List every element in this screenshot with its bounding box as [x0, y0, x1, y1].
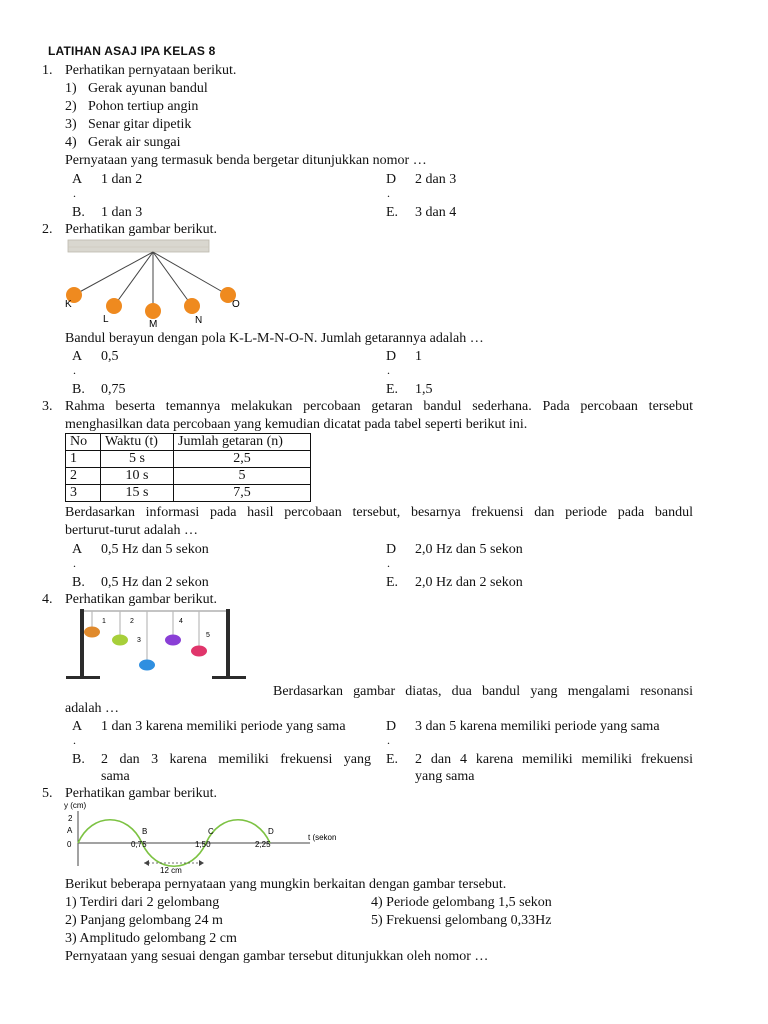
q4-option-a: 1 dan 3 karena memiliki periode yang sama — [101, 719, 346, 734]
q3-option-e-letter: E. — [386, 575, 399, 590]
point-a-label: A — [67, 826, 73, 835]
label-k: K — [65, 299, 72, 310]
q4-option-d: 3 dan 5 karena memiliki periode yang sama — [415, 719, 660, 734]
bob-n — [184, 298, 200, 314]
q1-option-a: 1 dan 2 — [101, 172, 143, 187]
bob-2 — [112, 635, 128, 646]
table-row — [66, 468, 311, 485]
table-row — [66, 485, 311, 502]
wave-span-label: 12 cm — [160, 866, 182, 874]
x-tick-075: 0,75 — [131, 840, 147, 849]
t-axis-label: t (sekon — [308, 833, 337, 842]
label-3: 3 — [137, 637, 141, 644]
table-cell: 5 s — [101, 451, 174, 468]
table-header-count: Jumlah getaran (n) — [174, 434, 311, 451]
q5-number: 5. — [42, 786, 53, 801]
q3-option-d: 2,0 Hz dan 5 sekon — [415, 542, 523, 557]
label-o: O — [232, 299, 240, 310]
q2-option-e-letter: E. — [386, 382, 399, 397]
q2-question: Bandul berayun dengan pola K-L-M-N-O-N. Jumlah getarannya adalah … — [65, 331, 484, 346]
q4-option-e-line-1: 2 dan 4 karena memiliki memiliki frekuensi — [415, 752, 693, 767]
label-2: 2 — [130, 618, 134, 625]
q3-line-4: berturut-turut adalah … — [65, 523, 198, 538]
pendulum-bobs — [66, 287, 236, 319]
resonance-pendulum-figure — [62, 607, 247, 683]
q1-item-2: Pohon tertiup angin — [88, 99, 199, 114]
q3-number: 3. — [42, 399, 53, 414]
table-header-no: No — [66, 434, 101, 451]
q1-option-e-letter: E. — [386, 205, 399, 220]
q4-line-1: Berdasarkan gambar diatas, dua bandul yang mengalami resonansi — [273, 684, 693, 699]
q4-option-e-line-2: yang sama — [415, 769, 475, 784]
q4-option-d-letter: D — [386, 719, 397, 734]
table-row — [66, 451, 311, 468]
q2-option-a: 0,5 — [101, 349, 119, 364]
q3-option-b-letter: B. — [72, 575, 85, 590]
q1-question: Pernyataan yang termasuk benda bergetar ditunjukkan nomor … — [65, 153, 427, 168]
label-m: M — [149, 319, 158, 328]
label-5: 5 — [206, 632, 210, 639]
wave-graph-figure — [62, 800, 362, 874]
table-cell: 15 s — [101, 485, 174, 502]
q4-number: 4. — [42, 592, 53, 607]
table-cell: 5 — [174, 468, 311, 485]
pendulum-swing-figure — [62, 238, 252, 328]
q1-option-a-letter: A — [72, 172, 83, 187]
q1-item-4-num: 4) — [65, 135, 77, 150]
y-tick-2: 2 — [68, 814, 73, 823]
label-4: 4 — [179, 618, 183, 625]
q5-statement-2: 2) Panjang gelombang 24 m — [65, 913, 223, 928]
q4-option-b-letter: B. — [72, 752, 85, 767]
q1-option-d-letter: D — [386, 172, 397, 187]
q1-number: 1. — [42, 63, 53, 78]
q3-option-a: 0,5 Hz dan 5 sekon — [101, 542, 209, 557]
q1-option-b: 1 dan 3 — [101, 205, 143, 220]
resonance-bobs — [84, 627, 207, 671]
q4-option-e-letter: E. — [386, 752, 399, 767]
q2-option-e: 1,5 — [415, 382, 433, 397]
q2-option-d-letter: D — [386, 349, 397, 364]
q3-option-a-letter: A — [72, 542, 83, 557]
worksheet-title: LATIHAN ASAJ IPA KELAS 8 — [48, 44, 216, 58]
q5-statement-5: 5) Frekuensi gelombang 0,33Hz — [371, 913, 552, 928]
q3-line-3: Berdasarkan informasi pada hasil percobaan tersebut, besarnya frekuensi dan periode pada bandul — [65, 505, 693, 520]
q5-statement-4: 4) Periode gelombang 1,5 sekon — [371, 895, 552, 910]
q1-option-d: 2 dan 3 — [415, 172, 457, 187]
q1-item-3-num: 3) — [65, 117, 77, 132]
q1-item-2-num: 2) — [65, 99, 77, 114]
bob-l — [106, 298, 122, 314]
q3-line-1: Rahma beserta temannya melakukan percobaan getaran bandul sederhana. Pada percobaan tersebut — [65, 399, 693, 414]
point-b-label: B — [142, 827, 148, 836]
q5-statement-3: 3) Amplitudo gelombang 2 cm — [65, 931, 237, 946]
x-tick-150: 1,50 — [195, 840, 211, 849]
label-1: 1 — [102, 618, 106, 625]
bob-3 — [139, 660, 155, 671]
origin-label: 0 — [67, 840, 72, 849]
q4-option-a-letter: A — [72, 719, 83, 734]
q1-item-3: Senar gitar dipetik — [88, 117, 192, 132]
bob-m — [145, 303, 161, 319]
q2-option-b-letter: B. — [72, 382, 85, 397]
q5-statement-1: 1) Terdiri dari 2 gelombang — [65, 895, 220, 910]
table-header-time: Waktu (t) — [101, 434, 174, 451]
q3-data-table — [65, 433, 311, 502]
q4-option-b-line-2: sama — [101, 769, 130, 784]
q4-option-b-line-1: 2 dan 3 karena memiliki frekuensi yang — [101, 752, 371, 767]
table-cell: 2 — [66, 468, 101, 485]
q2-number: 2. — [42, 222, 53, 237]
table-cell: 1 — [66, 451, 101, 468]
q2-option-d: 1 — [415, 349, 422, 364]
q2-option-b: 0,75 — [101, 382, 126, 397]
bob-4 — [165, 635, 181, 646]
point-c-label: C — [208, 827, 214, 836]
q1-option-b-letter: B. — [72, 205, 85, 220]
q3-option-d-letter: D — [386, 542, 397, 557]
table-cell: 3 — [66, 485, 101, 502]
q1-item-1: Gerak ayunan bandul — [88, 81, 208, 96]
worksheet-page: LATIHAN ASAJ IPA KELAS 8 1. Perhatikan pernyataan berikut. 1) Gerak ayunan bandul 2) Pohon tertiup angin 3) Senar gitar dipetik 4) Gerak air sungai Pernyataan yang termasuk benda bergetar ditunjukkan nomor … A . 1 dan 2 D . 2 dan 3 B. 1 dan 3 E. 3 dan 4 2. Perhatikan gambar berikut. K L M N O Bandul berayun dengan pola K-L-M-N-O-N. Jumlah getarannya adalah … A . 0,5 D . 1 B. 0,75 E. 1,5 3. Rahma beserta temannya melakukan percobaan getaran bandul sederhana. Pada percobaan tersebut menghasilkan data percobaan yang kemudian dicatat pada tabel seperti berikut ini. No Waktu (t) Jumlah getaran (n) 1 5 s 2,5 2 10 s 5 3 15 s 7,5 Berdasarkan informasi pada hasil percobaan tersebut, besarnya frekuensi dan periode pada bandul berturut-turut adalah … A . 0,5 Hz dan 5 sekon D . 2,0 Hz dan 5 sekon B. 0,5 Hz dan 2 sekon E. 2,0 Hz dan 2 sekon 4. Perhatikan gambar berikut. 1 2 3 4 5 Berdasarkan gambar diatas, dua bandul yang mengalami resonansi adalah … A . 1 dan 3 karena memiliki periode yang sama D . 3 dan 5 karena memiliki periode yang sama B. 2 dan 3 karena memiliki frekuensi yang sama E. 2 dan 4 karena memiliki memiliki frekuensi yang sama 5. Perhatikan gambar berikut. y (cm) 2 A 0 B C D 0,75 1,50 2,25 t (sekon 12 cm Berikut beberapa pernyataan yang mungkin berkaitan dengan gambar tersebut. 1) Terdiri dari 2 gelombang 4) Periode gelombang 1,5 sekon 2) Panjang gelombang 24 m 5) Frekuensi gelombang 0,33Hz 3) Amplitudo gelombang 2 cm Pernyataan yang sesuai dengan gambar tersebut ditunjukkan oleh nomor … — [42, 44, 693, 964]
q1-prompt: Perhatikan pernyataan berikut. — [65, 63, 237, 78]
q2-option-a-letter: A — [72, 349, 83, 364]
label-l: L — [103, 314, 109, 325]
q5-question: Pernyataan yang sesuai dengan gambar tersebut ditunjukkan oleh nomor … — [65, 949, 489, 964]
q4-line-2: adalah … — [65, 701, 120, 716]
table-header-row — [66, 434, 311, 451]
q3-option-e: 2,0 Hz dan 2 sekon — [415, 575, 523, 590]
q5-prompt: Perhatikan gambar berikut. — [65, 786, 218, 801]
q2-prompt: Perhatikan gambar berikut. — [65, 222, 218, 237]
q3-line-2: menghasilkan data percobaan yang kemudian dicatat pada tabel seperti berikut ini. — [65, 417, 528, 432]
label-n: N — [195, 315, 203, 326]
bob-1 — [84, 627, 100, 638]
q3-option-b: 0,5 Hz dan 2 sekon — [101, 575, 209, 590]
q4-prompt: Perhatikan gambar berikut. — [65, 592, 218, 607]
q1-item-1-num: 1) — [65, 81, 77, 96]
table-cell: 2,5 — [174, 451, 311, 468]
x-tick-225: 2,25 — [255, 840, 271, 849]
bob-5 — [191, 646, 207, 657]
q1-item-4: Gerak air sungai — [88, 135, 181, 150]
y-axis-label: y (cm) — [64, 801, 87, 810]
q1-option-e: 3 dan 4 — [415, 205, 457, 220]
point-d-label: D — [268, 827, 274, 836]
q5-intro: Berikut beberapa pernyataan yang mungkin berkaitan dengan gambar tersebut. — [65, 877, 507, 892]
table-cell: 7,5 — [174, 485, 311, 502]
table-cell: 10 s — [101, 468, 174, 485]
